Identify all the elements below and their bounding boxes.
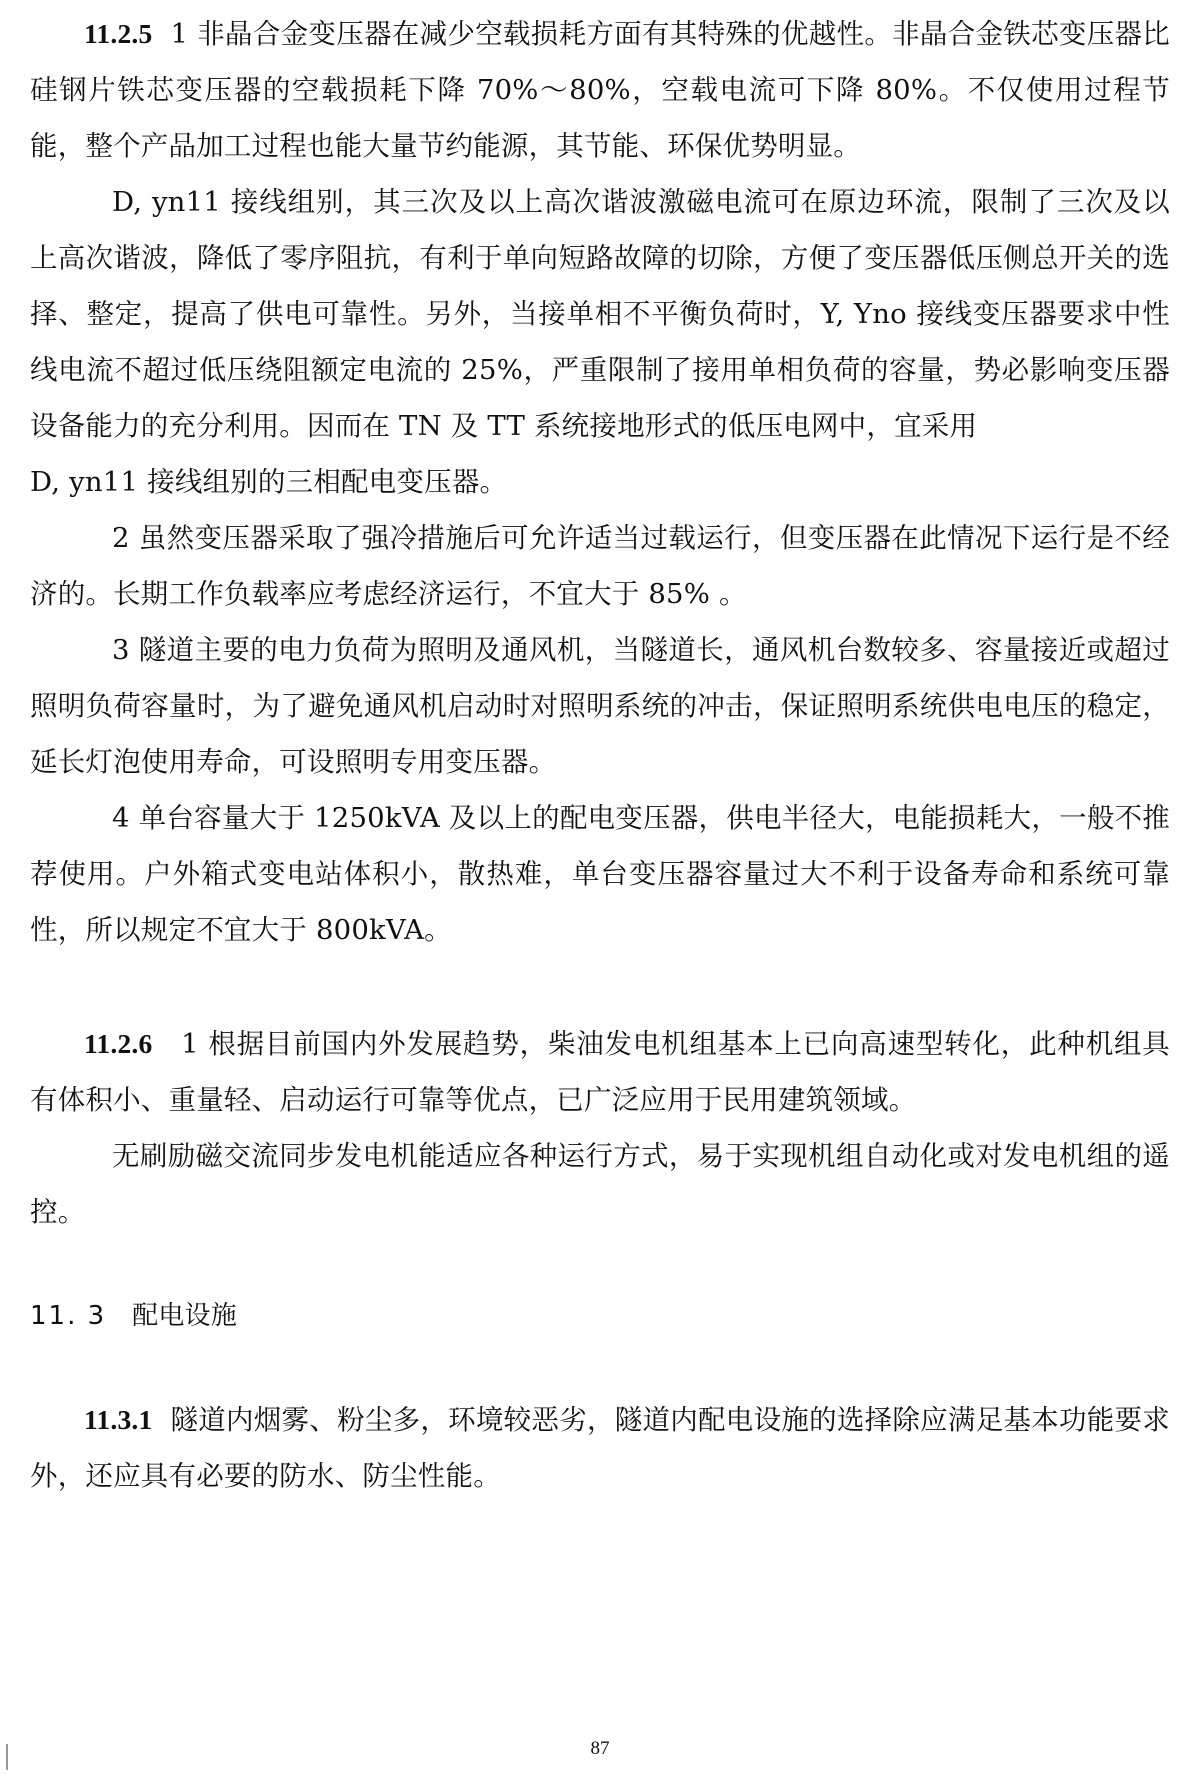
paragraph-11-2-5-item-1 — [30, 6, 1170, 174]
clause-number-11-2-5: 11.2.5 — [84, 18, 153, 49]
page-number: 87 — [590, 1738, 610, 1759]
page-content — [30, 6, 1170, 1504]
paragraph-dyn11-explanation: D, yn11 接线组别，其三次及以上高次谐波激磁电流可在原边环流，限制了三次及以上高次谐波，降低了零序阻抗，有利于单向短路故障的切除，方便了变压器低压侧总开关的选择、整定，提高了供电可靠性。另外，当接单相不平衡负荷时，Y, Yno 接线变压器要求中性线电流不超过低压绕阻额定电流的 25%，严重限制了接用单相负荷的容量，势必影响变压器设备能力的充分利用。因而在 TN 及 TT 系统接地形式的低压电网中，宜采用 — [30, 186, 1170, 442]
clause-number-11-3-1: 11.3.1 — [84, 1404, 153, 1435]
section-heading-11-3 — [30, 1288, 1170, 1344]
paragraph-11-2-5-item-2: 2 虽然变压器采取了强冷措施后可允许适当过载运行，但变压器在此情况下运行是不经济的。长期工作负载率应考虑经济运行，不宜大于 85% 。 — [30, 522, 1170, 610]
paragraph-11-3-1 — [30, 1392, 1170, 1504]
paragraph-text: 1 根据目前国内外发展趋势，柴油发电机组基本上已向高速型转化，此种机组具有体积小、重量轻、启动运行可靠等优点，已广泛应用于民用建筑领域。 — [30, 1028, 1171, 1116]
clause-number-11-2-6: 11.2.6 — [84, 1028, 153, 1059]
paragraph-text: 1 非晶合金变压器在减少空载损耗方面有其特殊的优越性。非晶合金铁芯变压器比硅钢片铁芯变压器的空载损耗下降 70%～80%，空载电流可下降 80%。不仅使用过程节能，整个产品加工过程也能大量节约能源，其节能、环保优势明显。 — [30, 18, 1170, 162]
paragraph-dyn11-conclusion: D, yn11 接线组别的三相配电变压器。 — [30, 466, 508, 498]
section-number: 11. 3 — [30, 1301, 107, 1331]
paragraph-brushless-generator: 无刷励磁交流同步发电机能适应各种运行方式，易于实现机组自动化或对发电机组的遥控。 — [30, 1140, 1170, 1228]
paragraph-11-2-5-item-4: 4 单台容量大于 1250kVA 及以上的配电变压器，供电半径大，电能损耗大，一般不推荐使用。户外箱式变电站体积小，散热难，单台变压器容量过大不利于设备寿命和系统可靠性，所以规定不宜大于 800kVA。 — [30, 802, 1170, 946]
paragraph-11-2-5-item-3: 3 隧道主要的电力负荷为照明及通风机，当隧道长，通风机台数较多、容量接近或超过照明负荷容量时，为了避免通风机启动时对照明系统的冲击，保证照明系统供电电压的稳定，延长灯泡使用寿命，可设照明专用变压器。 — [30, 634, 1170, 778]
paragraph-11-2-6-item-1 — [30, 1016, 1170, 1128]
section-title: 配电设施 — [132, 1301, 237, 1331]
paragraph-text: 隧道内烟雾、粉尘多，环境较恶劣，隧道内配电设施的选择除应满足基本功能要求外，还应具有必要的防水、防尘性能。 — [30, 1404, 1171, 1492]
